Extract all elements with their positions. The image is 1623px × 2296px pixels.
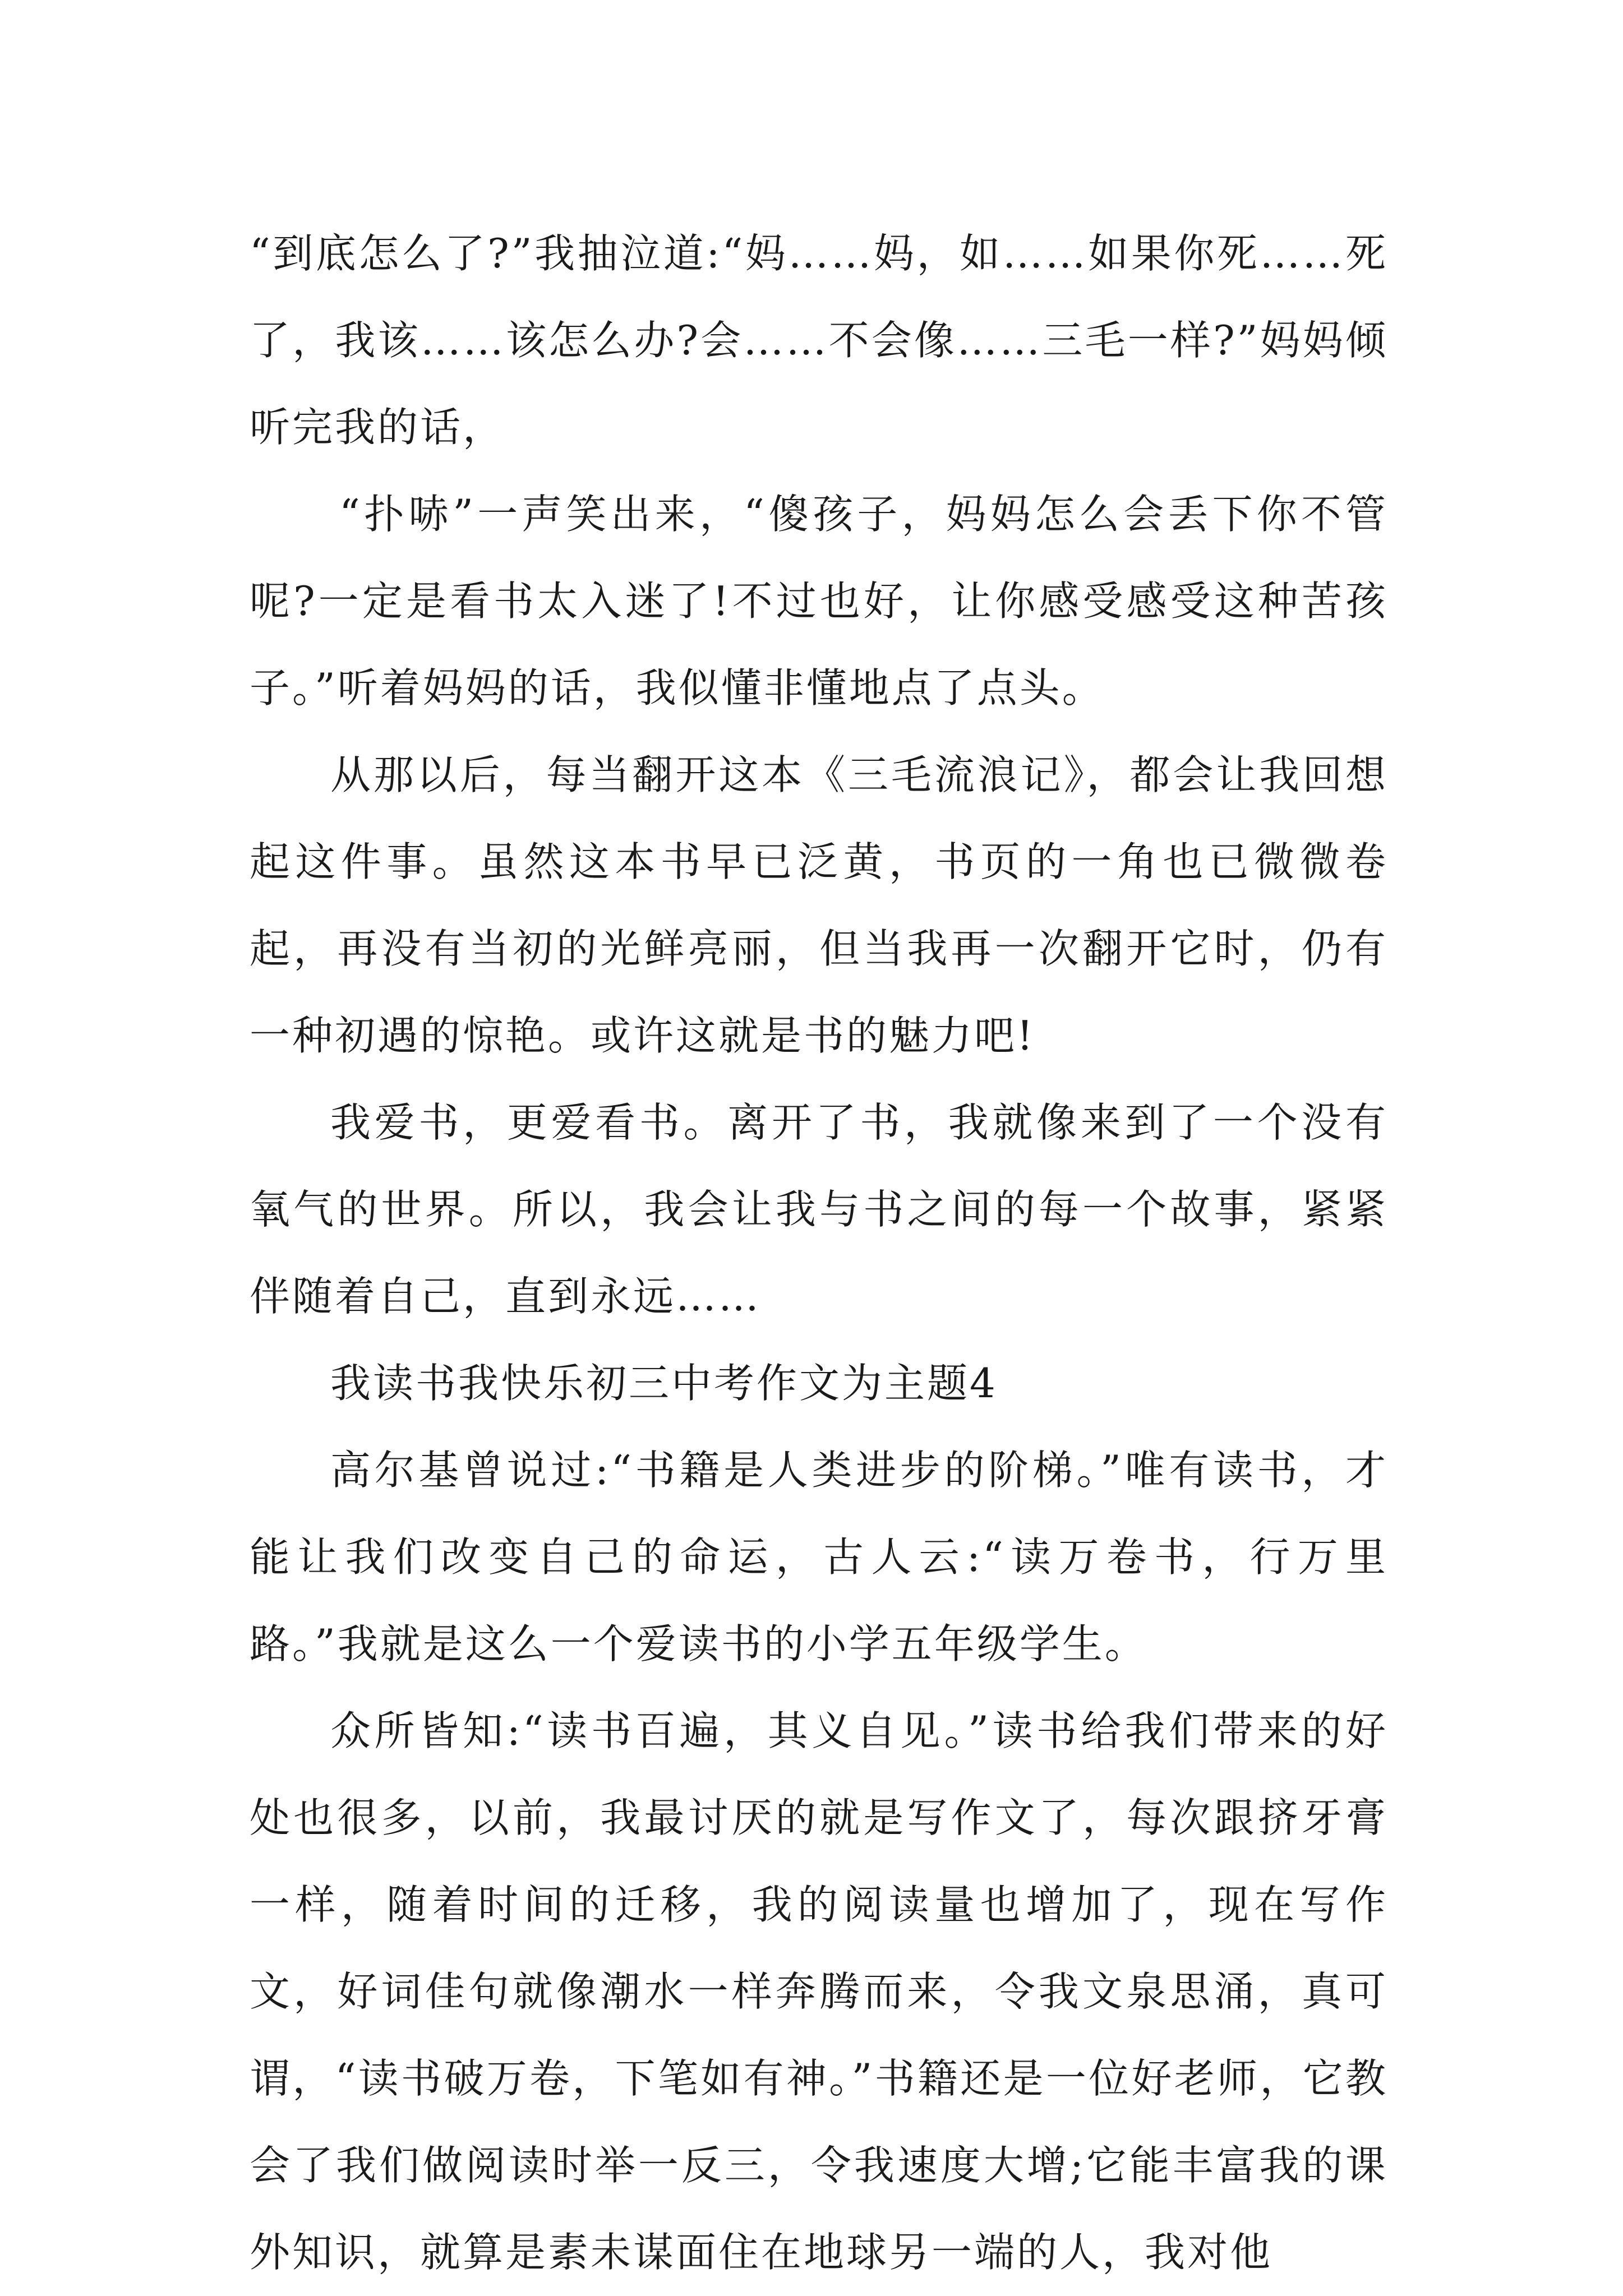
section-heading: 我读书我快乐初三中考作文为主题4	[330, 1360, 998, 1407]
paragraph-6: 高尔基曾说过:“书籍是人类进步的阶梯。”唯有读书，才能让我们改变自己的命运，古人云:“读万卷书，行万里路。”我就是这么一个爱读书的小学五年级学生。	[250, 1447, 1388, 1667]
paragraph-2: “扑哧”一声笑出来，“傻孩子，妈妈怎么会丢下你不管呢?一定是看书太入迷了!不过也好，让你感受感受这种苦孩子。”听着妈妈的话，我似懂非懂地点了点头。	[250, 491, 1388, 712]
paragraph-3: 从那以后，每当翻开这本《三毛流浪记》，都会让我回想起这件事。虽然这本书早已泛黄，书页的一角也已微微卷起，再没有当初的光鲜亮丽，但当我再一次翻开它时，仍有一种初遇的惊艳。或许这就是书的魅力吧!	[250, 751, 1388, 1059]
paragraph-4: 我爱书，更爱看书。离开了书，我就像来到了一个没有氧气的世界。所以，我会让我与书之间的每一个故事，紧紧伴随着自己，直到永远……	[250, 1099, 1388, 1320]
paragraph-7: 众所皆知:“读书百遍，其义自见。”读书给我们带来的好处也很多，以前，我最讨厌的就是写作文了，每次跟挤牙膏一样，随着时间的迁移，我的阅读量也增加了，现在写作文，好词佳句就像潮水一样奔腾而来，令我文泉思涌，真可谓，“读书破万卷，下笔如有神。”书籍还是一位好老师，它教会了我们做阅读时举一反三，令我速度大增;它能丰富我的课外知识，就算是素未谋面住在地球另一端的人，我对他	[250, 1707, 1388, 2276]
paragraph-1: “到底怎么了?”我抽泣道:“妈……妈，如……如果你死……死了，我该……该怎么办?会……不会像……三毛一样?”妈妈倾听完我的话，	[250, 230, 1388, 451]
document-body	[250, 210, 1388, 2296]
